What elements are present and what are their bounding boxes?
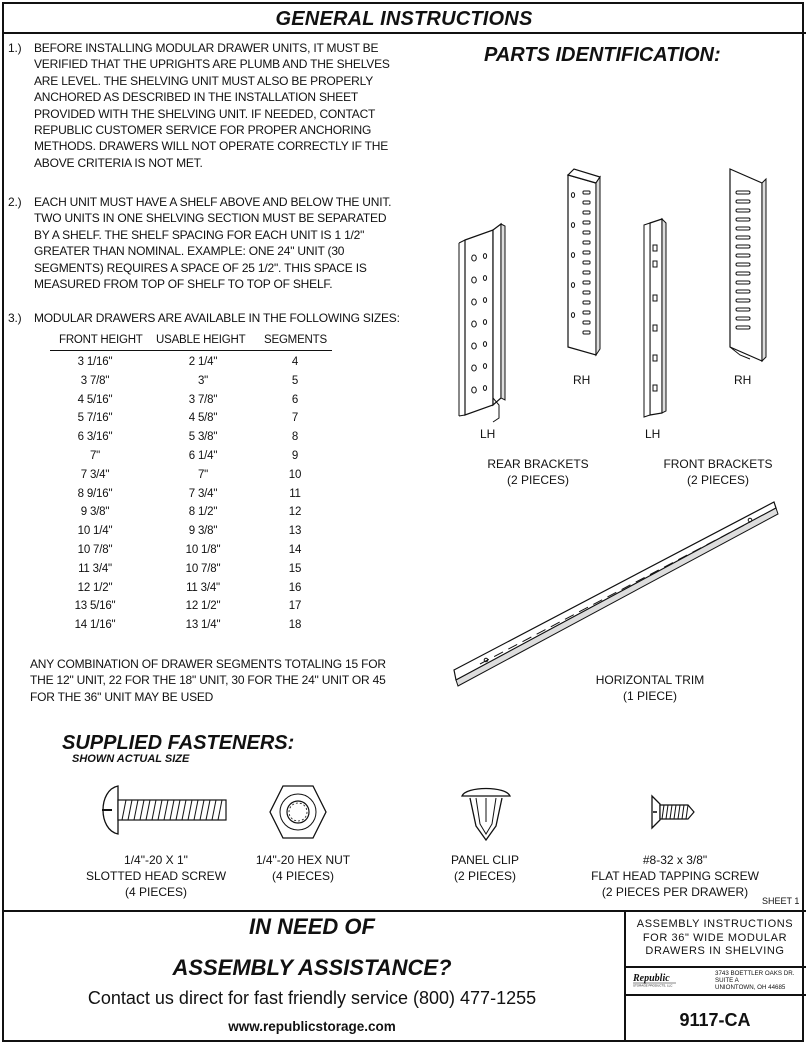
contact-phone: Contact us direct for fast friendly service (800) 477-1255	[87, 988, 537, 1008]
page-title: GENERAL INSTRUCTIONS	[275, 8, 533, 30]
table-cell: 6 1/4"	[188, 450, 218, 462]
combination-note: ANY COMBINATION OF DRAWER SEGMENTS TOTALING 15 FOR THE 12" UNIT, 22 FOR THE 18" UNIT, 30 FOR THE 24" UNIT OR 45 FOR THE 36" UNIT MAY BE USED	[30, 657, 386, 704]
rear-bracket-lh-label: LH	[480, 427, 496, 441]
table-cell: 16	[288, 581, 302, 594]
address-line-3: UNIONTOWN, OH 44685	[715, 984, 786, 991]
table-cell: 17	[288, 600, 302, 613]
rear-bracket-rh-drawing	[560, 165, 610, 370]
table-cell: 11 3/4"	[186, 581, 220, 594]
logo-subtext: STORAGE PRODUCTS, LLC	[633, 983, 673, 988]
panel-clip-drawing	[458, 782, 514, 846]
horizontal-trim-drawing	[450, 494, 790, 694]
front-bracket-rh-label: RH	[734, 373, 752, 387]
table-cell: 4 5/16"	[77, 393, 113, 406]
sheet-number: SHEET 1	[762, 896, 800, 906]
table-cell: 18	[288, 619, 302, 632]
instruction-2	[8, 194, 400, 292]
table-cell: 13 5/16"	[74, 600, 116, 613]
fastener-4-line-1: #8-32 x 3/8"	[642, 853, 708, 867]
table-cell: 10	[288, 468, 302, 481]
hex-nut-drawing	[268, 782, 328, 842]
instruction-3-text: MODULAR DRAWERS ARE AVAILABLE IN THE FOLLOWING SIZES:	[34, 311, 400, 325]
rear-brackets-name: REAR BRACKETS	[487, 457, 589, 471]
instruction-2-text: EACH UNIT MUST HAVE A SHELF ABOVE AND BELOW THE UNIT. TWO UNITS IN ONE SHELVING SECTION MUST BE SEPARATED BY A SHELF. THE SHELF SPACING FOR EACH UNIT IS 1 1/2" GREATER THAN NOMINAL. EXAMPLE: ONE 24" UNIT (30 SEGMENTS) REQUIRES A SPACE OF 25 1/2". THIS SPACE IS MEASURED FROM TOP OF SHELF TO TOP OF SHELF.	[34, 195, 392, 292]
table-cell: 11	[289, 487, 301, 500]
table-cell: 7"	[89, 450, 101, 462]
fastener-2-line-1: 1/4"-20 HEX NUT	[255, 853, 351, 867]
table-cell: 10 1/4"	[77, 525, 113, 538]
fastener-slotted-screw-label	[86, 852, 226, 900]
table-cell: 7 3/4"	[80, 468, 110, 481]
instruction-3-number: 3.)	[8, 311, 22, 325]
table-cell: 3"	[197, 374, 209, 387]
fastener-tapping-screw-label	[590, 852, 760, 900]
table-cell: 10 1/8"	[185, 544, 221, 556]
table-cell: 5 7/16"	[77, 412, 113, 425]
front-brackets-qty: (2 PIECES)	[686, 473, 749, 487]
table-cell: 3 1/16"	[77, 356, 113, 368]
address-line-1: 3743 BOETTLER OAKS DR.	[715, 970, 795, 977]
front-brackets-label	[662, 456, 774, 488]
table-cell: 3 7/8"	[80, 374, 110, 387]
parts-title: PARTS IDENTIFICATION:	[484, 44, 721, 66]
table-cell: 10 7/8"	[77, 544, 113, 556]
table-cell: 9	[291, 450, 299, 462]
assistance-line-1: IN NEED OF	[249, 914, 375, 939]
address-line-2: SUITE A	[715, 977, 739, 984]
rear-bracket-lh-drawing	[455, 210, 515, 430]
fasteners-title: SUPPLIED FASTENERS:	[62, 732, 295, 754]
table-cell: 4	[291, 356, 299, 368]
assistance-line-2: ASSEMBLY ASSISTANCE?	[172, 955, 452, 980]
fastener-hex-nut-label	[248, 852, 358, 884]
fastener-3-line-1: PANEL CLIP	[450, 853, 520, 867]
fastener-panel-clip-label	[440, 852, 530, 884]
table-cell: 9 3/8"	[188, 525, 218, 538]
table-cell: 5 3/8"	[188, 431, 218, 444]
fastener-1-line-2: SLOTTED HEAD SCREW	[86, 869, 227, 883]
front-bracket-rh-drawing	[722, 165, 772, 370]
instruction-3	[8, 310, 408, 326]
horizontal-trim-name: HORIZONTAL TRIM	[595, 673, 705, 687]
table-cell: 10 7/8"	[185, 562, 221, 575]
logo-text: Republic	[633, 973, 670, 984]
front-bracket-lh-label: LH	[645, 427, 661, 441]
instruction-1	[8, 40, 396, 171]
title-block-rule-2	[624, 994, 806, 996]
table-cell: 14 1/16"	[74, 619, 116, 632]
table-cell: 12 1/2"	[77, 581, 113, 594]
table-cell: 8 9/16"	[77, 487, 113, 500]
fastener-2-line-2: (4 PIECES)	[271, 869, 334, 883]
table-cell: 14	[288, 544, 302, 556]
table-cell: 5	[291, 374, 299, 387]
company-address	[715, 970, 794, 991]
title-block-divider	[624, 910, 626, 1042]
rear-brackets-qty: (2 PIECES)	[506, 473, 569, 487]
horizontal-trim-label	[590, 672, 710, 704]
instruction-1-number: 1.)	[8, 41, 22, 55]
footer-divider	[2, 910, 806, 912]
fastener-1-line-1: 1/4"-20 X 1"	[124, 853, 188, 867]
title-block-rule-1	[624, 966, 806, 968]
header-usable-height: USABLE HEIGHT	[156, 334, 246, 346]
fastener-4-line-2: FLAT HEAD TAPPING SCREW	[591, 869, 759, 883]
fastener-4-line-3: (2 PIECES PER DRAWER)	[601, 885, 749, 899]
header-segments: SEGMENTS	[264, 334, 327, 346]
table-cell: 9 3/8"	[80, 506, 110, 519]
website-link[interactable]: www.republicstorage.com	[228, 1019, 396, 1034]
fasteners-subtitle: SHOWN ACTUAL SIZE	[72, 753, 190, 765]
table-cell: 7"	[197, 468, 209, 481]
instruction-1-text: BEFORE INSTALLING MODULAR DRAWER UNITS, IT MUST BE VERIFIED THAT THE UPRIGHTS ARE PLUMB AND THE SHELVES ARE LEVEL. THE SHELVING UNIT MUST ALSO BE PROPERLY ANCHORED AS DESCRIBED IN THE INSTALLATION SHEET PROVIDED WITH THE SHELVING UNIT. IF NEEDED, CONTACT REPUBLIC CUSTOMER SERVICE FOR PROPER ANCHORING METHODS. DRAWERS WILL NOT OPERATE CORRECTLY IF THE ABOVE CRITERIA IS NOT MET.	[34, 41, 390, 170]
header-divider	[2, 32, 806, 34]
table-cell: 8	[291, 431, 299, 444]
table-cell: 7 3/4"	[188, 487, 218, 500]
instruction-2-number: 2.)	[8, 195, 22, 209]
table-cell: 8 1/2"	[188, 506, 218, 519]
table-cell: 13	[288, 525, 302, 538]
table-cell: 4 5/8"	[188, 412, 218, 425]
front-brackets-name: FRONT BRACKETS	[663, 457, 773, 471]
flat-head-tapping-screw-drawing	[648, 792, 698, 832]
fastener-1-line-3: (4 PIECES)	[124, 885, 187, 899]
table-cell: 12	[288, 506, 302, 519]
horizontal-trim-qty: (1 PIECE)	[622, 689, 677, 703]
table-cell: 6 3/16"	[77, 431, 113, 444]
table-header-rule	[50, 350, 332, 351]
table-cell: 3 7/8"	[188, 393, 218, 406]
table-cell: 6	[291, 393, 299, 406]
rear-brackets-label	[472, 456, 604, 488]
table-cell: 7	[291, 412, 299, 425]
table-cell: 15	[288, 562, 302, 575]
table-cell: 13 1/4"	[185, 619, 221, 632]
assembly-description: ASSEMBLY INSTRUCTIONS FOR 36" WIDE MODULAR DRAWERS IN SHELVING	[636, 918, 794, 958]
header-front-height: FRONT HEIGHT	[59, 334, 143, 346]
table-cell: 12 1/2"	[185, 600, 221, 613]
table-cell: 11 3/4"	[78, 562, 112, 575]
rear-bracket-rh-label: RH	[573, 373, 591, 387]
republic-logo	[632, 971, 708, 987]
fastener-3-line-2: (2 PIECES)	[453, 869, 516, 883]
part-number: 9117-CA	[679, 1010, 751, 1030]
front-bracket-lh-drawing	[640, 215, 680, 420]
slotted-head-screw-drawing	[98, 780, 228, 840]
table-cell: 2 1/4"	[188, 356, 218, 368]
